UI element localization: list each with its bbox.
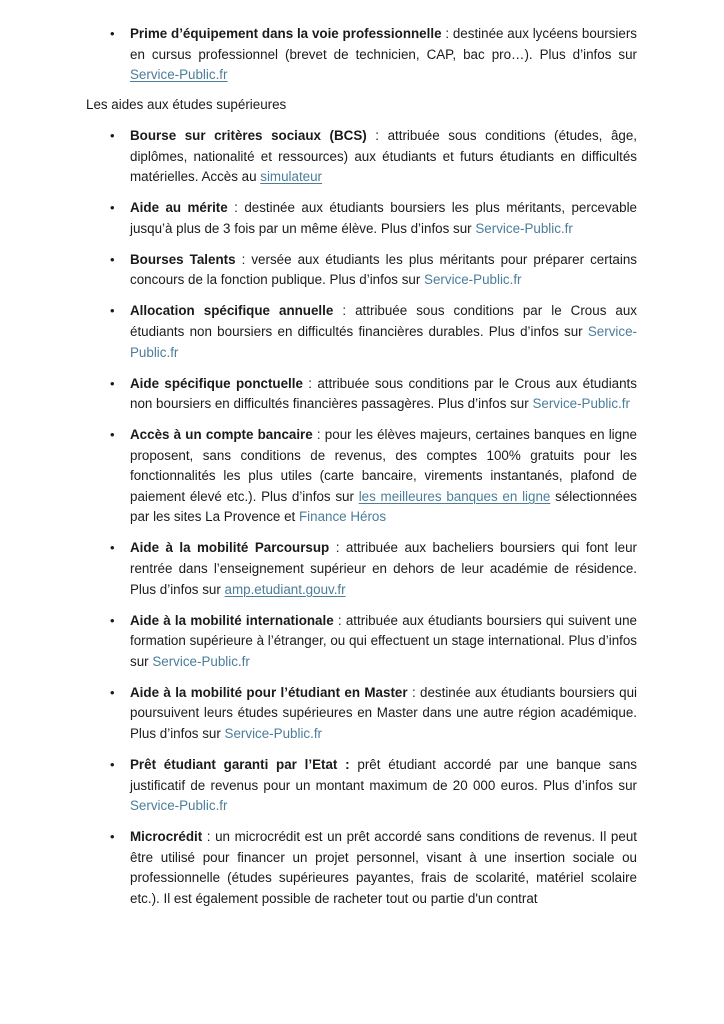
aid-term: Aide à la mobilité internationale bbox=[130, 612, 334, 628]
aid-description: : destinée aux lycéens boursiers en cursus professionnel (brevet de technicien, CAP, bac pro…). Plus d’infos sur bbox=[130, 26, 637, 62]
amp-etudiant-link[interactable]: amp.etudiant.gouv.fr bbox=[224, 581, 346, 597]
aid-description: : attribuée sous conditions par le Crous aux étudiants non boursiers en difficultés financières durables. Plus d’infos sur bbox=[130, 303, 638, 339]
higher-education-aid-list bbox=[0, 126, 637, 910]
aid-description: : pour les élèves majeurs, certaines banques en ligne proposent, sans conditions de revenus, des comptes 100% gratuits pour les fonctionnalités les plus utiles (carte bancaire, virements instantanés, plafond de paiement élevé etc.). Plus d’infos sur bbox=[130, 427, 637, 504]
service-public-link[interactable]: Service-Public.fr bbox=[130, 323, 637, 360]
list-item bbox=[130, 425, 637, 528]
aid-description-continued: sélectionnées par les sites La Provence et bbox=[130, 488, 638, 525]
aid-description: : attribuée sous conditions par le Crous aux étudiants non boursiers en difficultés financières passagères. Plus d’infos sur bbox=[130, 375, 637, 412]
list-item bbox=[130, 301, 637, 363]
list-item bbox=[130, 538, 637, 600]
online-banks-link[interactable]: les meilleures banques en ligne bbox=[358, 488, 551, 504]
aid-term: Aide au mérite bbox=[130, 200, 228, 216]
aid-description: : attribuée aux bacheliers boursiers qui font leur rentrée dans l’enseignement supérieur en dehors de leur académie de résidence. Plus d’infos sur bbox=[130, 540, 637, 597]
aid-description: : attribuée sous conditions (études, âge, diplômes, nationalité et ressources) aux étudiants et futurs étudiants en difficultés matérielles. Accès au bbox=[130, 128, 638, 185]
service-public-link[interactable]: Service-Public.fr bbox=[224, 725, 323, 741]
aid-term: Allocation spécifique annuelle bbox=[130, 303, 334, 319]
list-item bbox=[130, 250, 637, 291]
service-public-link[interactable]: Service-Public.fr bbox=[475, 220, 573, 236]
service-public-link[interactable]: Service-Public.fr bbox=[130, 798, 228, 814]
aid-term: Microcrédit bbox=[130, 829, 203, 845]
list-item bbox=[130, 611, 637, 673]
list-item bbox=[130, 827, 637, 909]
service-public-link[interactable]: Service-Public.fr bbox=[130, 67, 228, 83]
service-public-link[interactable]: Service-Public.fr bbox=[532, 396, 630, 412]
simulator-link[interactable]: simulateur bbox=[260, 169, 323, 185]
aid-term: Bourse sur critères sociaux (BCS) bbox=[130, 128, 367, 143]
secondary-aid-list bbox=[0, 24, 637, 86]
list-item bbox=[130, 24, 637, 86]
aid-description: : destinée aux étudiants boursiers les plus méritants, percevable jusqu’à plus de 3 fois par un même élève. Plus d’infos sur bbox=[130, 200, 637, 236]
section-heading: Les aides aux études supérieures bbox=[86, 97, 287, 112]
aid-term: Aide spécifique ponctuelle bbox=[130, 375, 303, 391]
aid-term: Prime d’équipement dans la voie professionnelle bbox=[130, 26, 442, 41]
list-item bbox=[130, 683, 637, 745]
aid-term: Prêt étudiant garanti par l’Etat : bbox=[130, 756, 350, 772]
aid-description: : versée aux étudiants les plus méritants pour préparer certains concours de la fonction publique. Plus d’infos sur bbox=[130, 251, 637, 288]
aid-term: Bourses Talents bbox=[130, 251, 236, 267]
list-item bbox=[130, 374, 637, 415]
service-public-link[interactable]: Service-Public.fr bbox=[424, 272, 522, 288]
aid-term: Accès à un compte bancaire bbox=[130, 427, 313, 443]
aid-description: : destinée aux étudiants boursiers qui poursuivent leurs études supérieures en Master dans une autre région académique. Plus d’infos sur bbox=[130, 684, 637, 741]
aid-description: : attribuée aux étudiants boursiers qui suivent une formation supérieure à l’étranger, ou qui effectuent un stage international. Plus d’infos sur bbox=[130, 612, 637, 669]
service-public-link[interactable]: Service-Public.fr bbox=[152, 653, 250, 669]
list-item bbox=[130, 126, 637, 188]
list-item bbox=[130, 755, 637, 817]
aid-term: Aide à la mobilité Parcoursup bbox=[130, 540, 330, 556]
aid-description: prêt étudiant accordé par une banque sans justificatif de revenus pour un montant maximum de 20 000 euros. Plus d’infos sur bbox=[130, 756, 637, 793]
aid-description: : un microcrédit est un prêt accordé sans conditions de revenus. Il peut être utilisé pour financer un projet personnel, visant à une insertion sociale ou professionnelle (études supérieures payantes, frais de scolarité, matériel scolaire etc.). Il est également possible de racheter tout ou partie d'un contrat bbox=[130, 829, 637, 906]
aid-term: Aide à la mobilité pour l’étudiant en Master bbox=[130, 684, 408, 700]
finance-heros-link[interactable]: Finance Héros bbox=[298, 509, 387, 525]
list-item bbox=[130, 198, 637, 239]
